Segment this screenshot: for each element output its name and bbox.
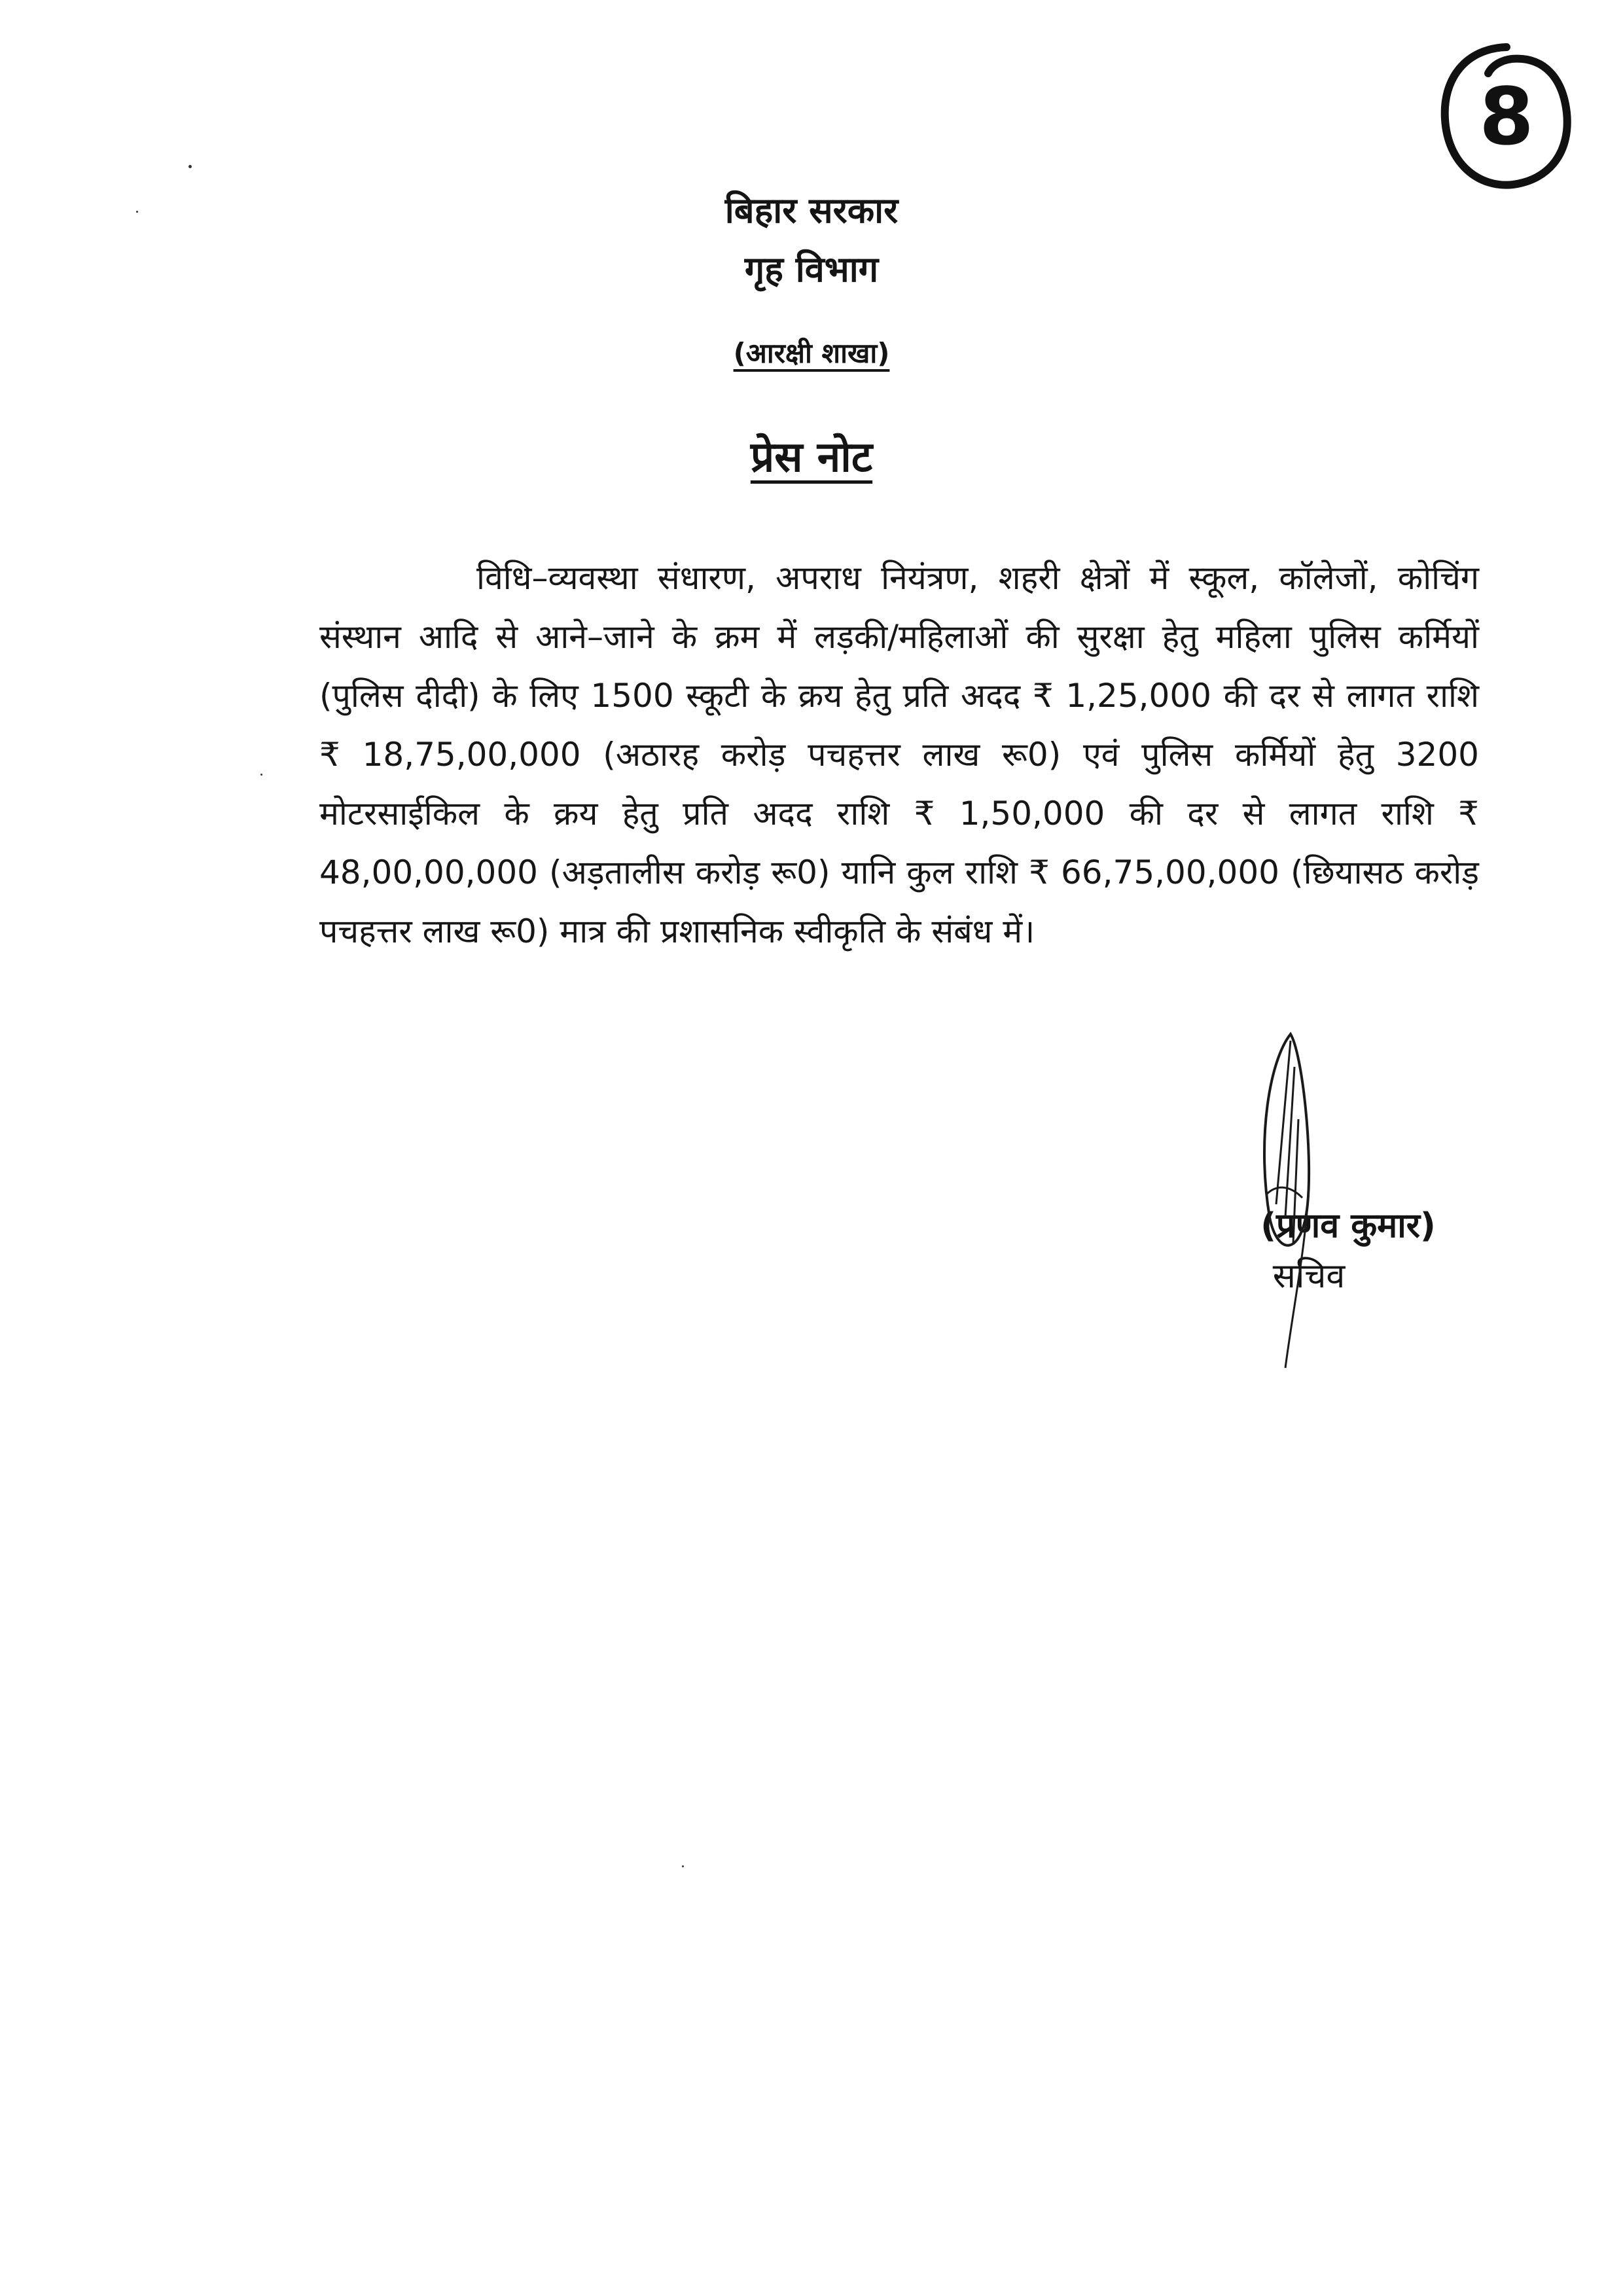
scan-speck [260, 774, 262, 776]
scan-speck [682, 1865, 684, 1867]
scan-speck [136, 211, 138, 213]
scan-speck [188, 165, 192, 168]
government-name: बिहार सरकार [724, 190, 899, 231]
document-title: प्रेस नोट [750, 433, 873, 482]
signatory-designation: सचिव [1272, 1257, 1346, 1296]
branch-name: (आरक्षी शाखा) [733, 337, 890, 369]
page-number-text: 8 [1479, 72, 1534, 163]
signatory-name: (प्रणव कुमार) [1260, 1206, 1436, 1246]
circled-page-number-icon [1433, 39, 1577, 196]
handwritten-signature-icon [1230, 969, 1361, 1374]
press-note-body: विधि–व्यवस्था संधारण, अपराध नियंत्रण, शहरी क्षेत्रों में स्कूल, कॉलेजों, कोचिंग संस्थान आदि से आने–जाने के क्रम में लड़की/महिलाओं की सुरक्षा हेतु महिला पुलिस कर्मियों (पुलिस दीदी) के लिए 1500 स्कूटी के क्रय हेतु प्रति अदद ₹ 1,25,000 की दर से लागत राशि ₹ 18,75,00,000 (अठारह करोड़ पचहत्तर लाख रू0) एवं पुलिस कर्मियों हेतु 3200 मोटरसाईकिल के क्रय हेतु प्रति अदद राशि ₹ 1,50,000 की दर से लागत राशि ₹ 48,00,00,000 (अड़तालीस करोड़ रू0) यानि कुल राशि ₹ 66,75,00,000 (छियासठ करोड़ पचहत्तर लाख रू0) मात्र की प्रशासनिक स्वीकृति के संबंध में। [319, 559, 1479, 950]
department-name: गृह विभाग [744, 249, 879, 290]
